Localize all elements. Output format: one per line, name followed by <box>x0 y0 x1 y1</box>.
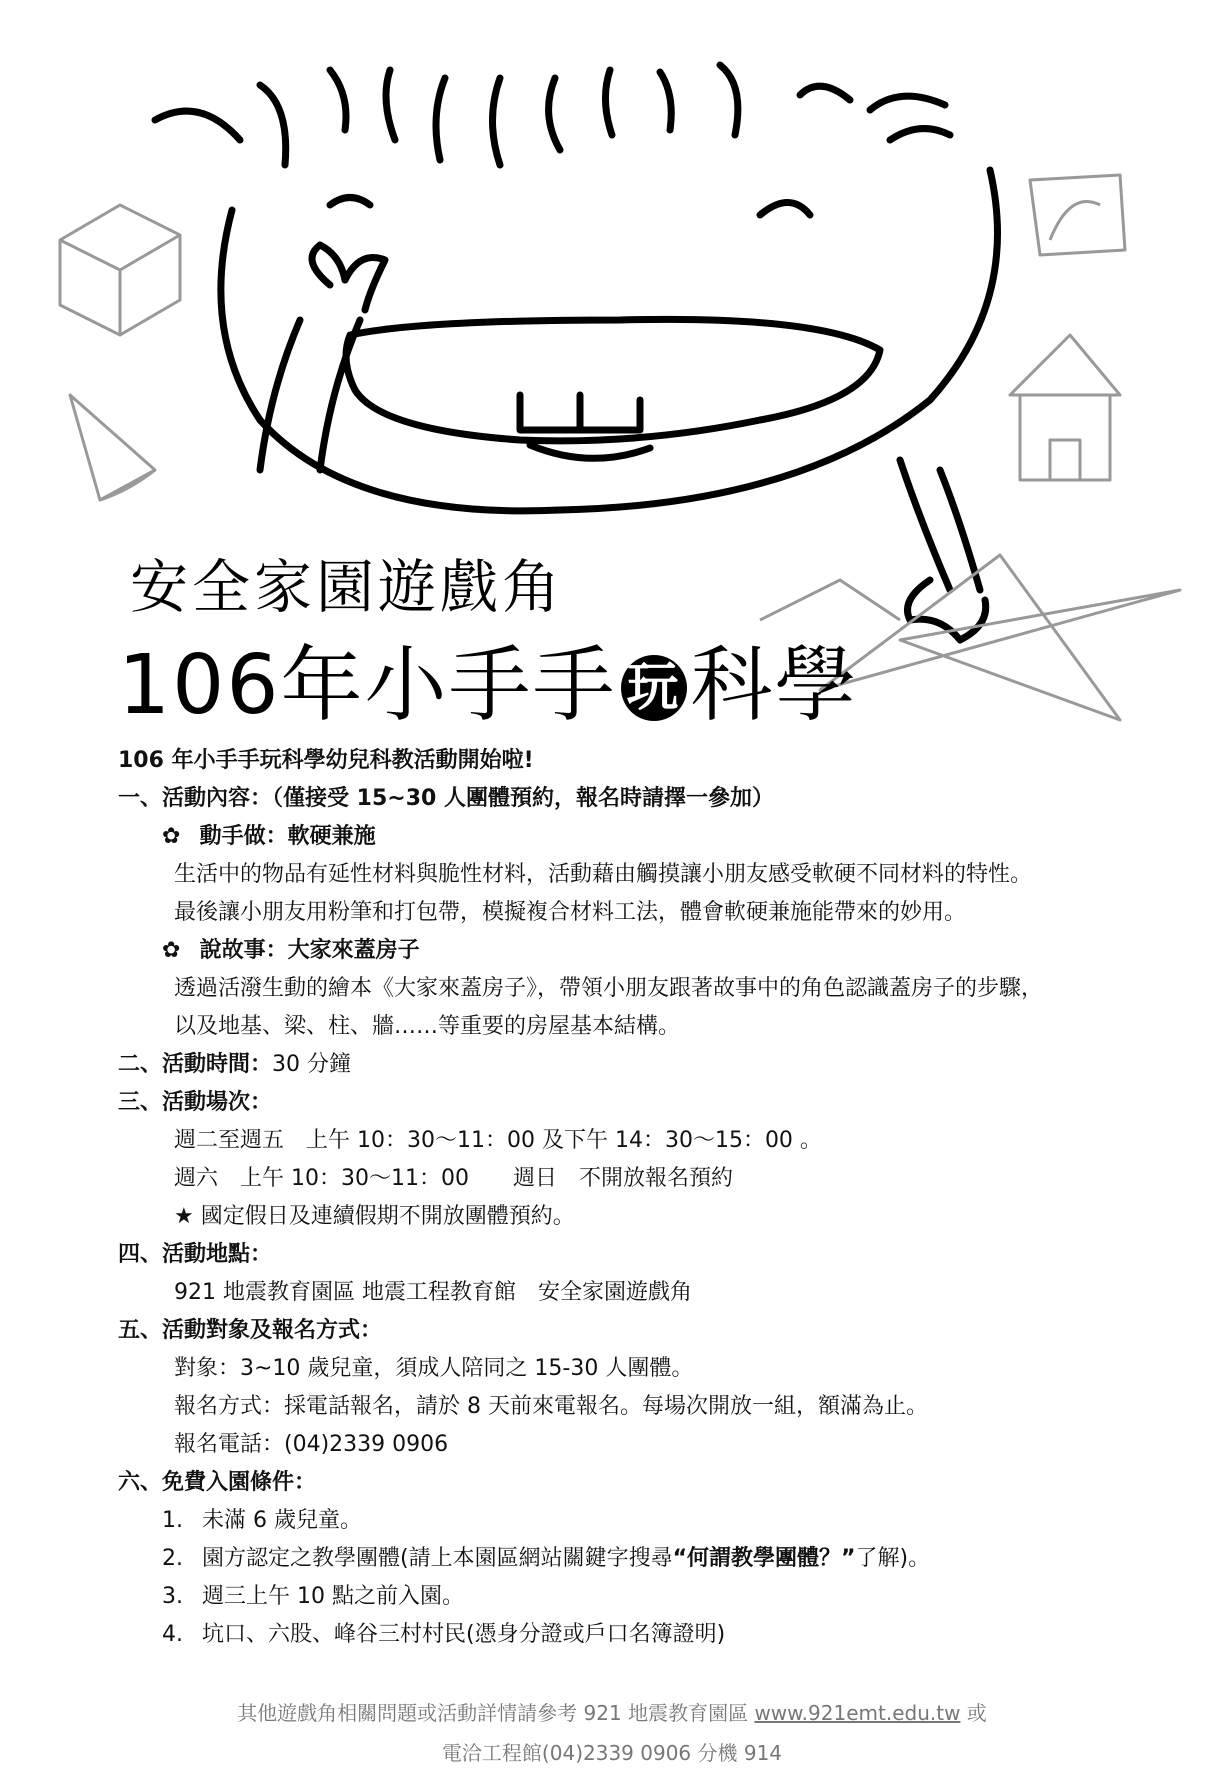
activity-2-title <box>118 932 1138 970</box>
activity-1-desc-line2: 最後讓小朋友用粉筆和打包帶，模擬複合材料工法，體會軟硬兼施能帶來的妙用。 <box>174 900 967 925</box>
list-number: 1. <box>162 1508 183 1533</box>
flower-outline-icon: ✿ <box>162 938 181 963</box>
website-link[interactable]: www.921emt.edu.tw <box>754 1701 961 1725</box>
activity-2-title-text: 說故事：大家來蓋房子 <box>199 938 420 963</box>
section-1-heading: 一、活動內容：（僅接受 15~30 人團體預約，報名時請擇一參加） <box>118 786 774 811</box>
list-number: 4. <box>162 1622 183 1647</box>
activity-1-desc-line1: 生活中的物品有延性材料與脆性材料，活動藉由觸摸讓小朋友感受軟硬不同材料的特性。 <box>174 862 1033 887</box>
footer-text: 其他遊戲角相關問題或活動詳情請參考 921 地震教育園區 <box>237 1701 755 1725</box>
activity-1-title-text: 動手做：軟硬兼施 <box>199 824 376 849</box>
section-4-heading: 四、活動地點： <box>118 1242 273 1267</box>
flyer-content <box>118 742 1138 1654</box>
title-line1: 安全家園遊戲角 <box>130 553 565 621</box>
section-5-heading: 五、活動對象及報名方式： <box>118 1318 383 1343</box>
free-entry-item-2 <box>118 1540 1138 1578</box>
free-entry-item-1 <box>118 1502 1138 1540</box>
schedule-holiday-note: ★ 國定假日及連續假期不開放團體預約。 <box>174 1204 575 1229</box>
free-entry-item-4 <box>118 1616 1138 1654</box>
list-item-keyword: “何謂教學團體？” <box>672 1546 856 1571</box>
list-item-text: 坑口、六股、峰谷三村村民(憑身分證或戶口名簿證明) <box>202 1622 726 1647</box>
list-item-text-end: 了解)。 <box>855 1546 931 1571</box>
schedule-weekend: 週六 上午 10：30～11：00 週日 不開放報名預約 <box>174 1166 733 1191</box>
title-line2-part-a: 106年小手手 <box>118 638 617 733</box>
section-6-heading: 六、免費入園條件： <box>118 1470 317 1495</box>
free-entry-item-3 <box>118 1578 1138 1616</box>
title-line2 <box>118 620 859 737</box>
list-item-text: 園方認定之教學團體(請上本園區網站關鍵字搜尋 <box>202 1546 673 1571</box>
title-circled-char: 玩 <box>621 655 687 721</box>
list-number: 3. <box>162 1584 183 1609</box>
section-2-value: 30 分鐘 <box>272 1052 352 1077</box>
intro-text: 106 年小手手玩科學幼兒科教活動開始啦! <box>118 748 534 773</box>
list-item-text: 未滿 6 歲兒童。 <box>202 1508 362 1533</box>
schedule-weekday: 週二至週五 上午 10：30～11：00 及下午 14：30～15：00 。 <box>174 1128 822 1153</box>
registration-phone: 報名電話：(04)2339 0906 <box>174 1432 449 1457</box>
target-audience: 對象：3~10 歲兒童，須成人陪同之 15-30 人團體。 <box>174 1356 694 1381</box>
footer-text-end: 或 <box>960 1701 987 1725</box>
registration-method: 報名方式：採電話報名，請於 8 天前來電報名。每場次開放一組，額滿為止。 <box>174 1394 928 1419</box>
list-item-text: 週三上午 10 點之前入園。 <box>202 1584 464 1609</box>
activity-2-desc-line2: 以及地基、梁、柱、牆……等重要的房屋基本結構。 <box>174 1014 681 1039</box>
venue-text: 921 地震教育園區 地震工程教育館 安全家園遊戲角 <box>174 1280 692 1305</box>
title-line2-part-b: 科學 <box>690 638 859 733</box>
section-2-heading: 二、活動時間： <box>118 1052 273 1077</box>
footer-line1 <box>0 1697 1224 1726</box>
footer-line2: 電洽工程館(04)2339 0906 分機 914 <box>441 1741 783 1765</box>
list-number: 2. <box>162 1546 183 1571</box>
activity-1-title <box>118 818 1138 856</box>
section-2 <box>118 1046 1138 1084</box>
activity-2-desc-line1: 透過活潑生動的繪本《大家來蓋房子》，帶領小朋友跟著故事中的角色認識蓋房子的步驟， <box>174 976 1044 1001</box>
section-3-heading: 三、活動場次： <box>118 1090 273 1115</box>
flower-outline-icon: ✿ <box>162 824 181 849</box>
